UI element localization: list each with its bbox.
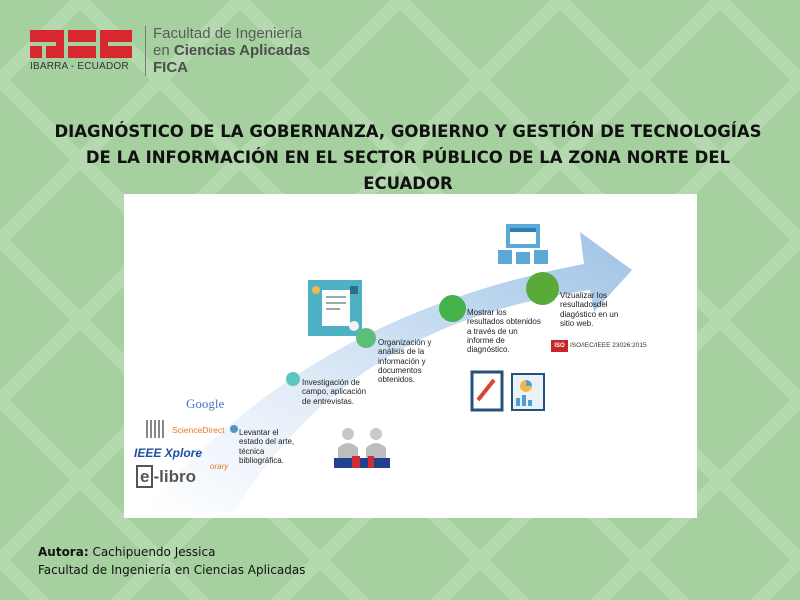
faculty-line-2-prefix: en	[153, 42, 170, 59]
faculty-line-2-bold: Ciencias Aplicadas	[173, 42, 311, 59]
faculty-acronym: FICA	[153, 59, 188, 76]
step-2-dot	[286, 372, 300, 386]
google-logo: Google	[186, 396, 225, 411]
step-1-text: Levantar el estado del arte, técnica bibliográfica.	[239, 428, 295, 465]
step-5-dot	[526, 272, 559, 305]
elibro-logo	[136, 467, 196, 487]
faculty-line-1: Facultad de Ingeniería	[153, 25, 303, 42]
elibro-logo-rest: -libro	[153, 467, 196, 486]
library-logo-fragment: orary	[210, 462, 229, 471]
step-4-dot	[439, 295, 466, 322]
step-4-text: Mostrar los resultados obtenidos a través de un informe de diagnóstico.	[467, 308, 541, 355]
author-name: Cachipuendo Jessica	[92, 545, 216, 559]
footer	[38, 543, 305, 579]
qr-code-icon	[146, 420, 164, 438]
interview-people-icon	[332, 426, 392, 470]
step-1-dot	[230, 425, 238, 433]
document-analysis-icon	[308, 280, 362, 336]
step-3-dot	[356, 328, 376, 348]
sciencedirect-logo: ScienceDirect	[172, 425, 225, 435]
utn-logo-mark	[30, 30, 132, 58]
iso-badge	[551, 340, 568, 352]
process-infographic	[124, 194, 697, 518]
report-icon	[468, 370, 548, 414]
utn-logo	[30, 30, 134, 72]
utn-logo-subtitle: IBARRA - ECUADOR	[30, 61, 129, 72]
step-2-text: Investigación de campo, aplicación de entrevistas.	[302, 378, 367, 406]
page-title: DIAGNÓSTICO DE LA GOBERNANZA, GOBIERNO Y GESTIÓN DE TECNOLOGÍAS DE LA INFORMACIÓN EN EL SECTOR PÚBLICO DE LA ZONA NORTE DEL ECUADOR	[54, 122, 762, 193]
step-5-text: Vizualizar los resultadosdel diagóstico en un sitio web.	[560, 291, 619, 328]
faculty-line-2	[153, 42, 310, 59]
step-3-text: Organización y análisis de la información y documentos obtenidos.	[378, 338, 432, 385]
faculty-logo	[153, 25, 310, 76]
header-divider	[145, 26, 146, 76]
iso-badge-label: ISO	[554, 343, 565, 349]
footer-faculty: Facultad de Ingeniería en Ciencias Aplicadas	[38, 563, 306, 577]
elibro-logo-e: e	[136, 465, 153, 488]
iso-standard-label: ISO/IEC/IEEE 23026:2015	[570, 342, 647, 349]
author-line	[38, 543, 305, 561]
ieee-xplore-logo: IEEE Xplore	[134, 446, 203, 460]
website-icon	[498, 222, 548, 266]
author-label: Autora:	[38, 545, 89, 559]
